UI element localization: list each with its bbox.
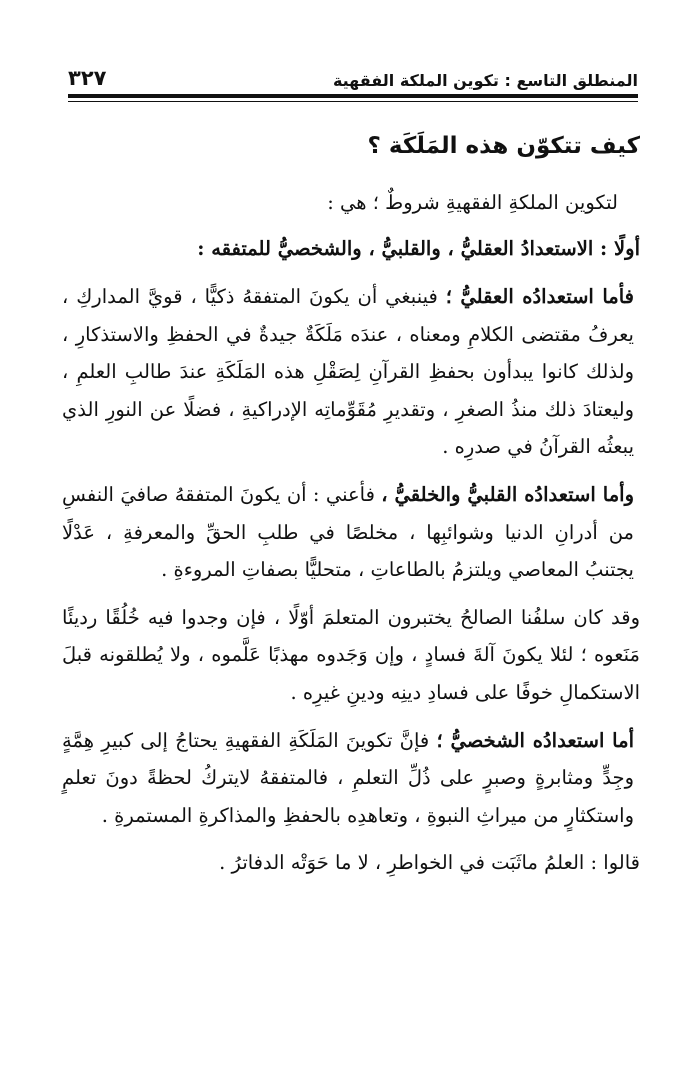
paragraph-personal-readiness bbox=[62, 722, 634, 835]
section-title: كيف تتكوّن هذه المَلَكَة ؟ bbox=[367, 133, 640, 159]
first-point-heading: أولًا : الاستعدادُ العقليُّ ، والقلبيُّ ، والشخصيُّ للمتفقه : bbox=[197, 237, 640, 260]
paragraph-mental-readiness bbox=[62, 278, 634, 466]
page-header bbox=[68, 54, 638, 90]
running-head: المنطلق التاسع : تكوين الملكة الفقهية bbox=[332, 71, 638, 90]
page-number: ٣٢٧ bbox=[68, 66, 107, 90]
paragraph-salaf-testing bbox=[62, 599, 640, 712]
paragraph-lead: أما استعدادُه الشخصيُّ ؛ bbox=[436, 728, 634, 752]
header-rule-thick bbox=[68, 94, 638, 98]
paragraph-quote bbox=[62, 844, 640, 882]
paragraph-text: فأعني : أن يكونَ المتفقهُ صافيَ النفسِ من أدرانِ الدنيا وشوائبِها ، مخلصًا في طلبِ الحقِّ والمعرفةِ ، عَدْلًا يجتنبُ المعاصي ويلتزمُ بالطاعاتِ ، متحليًّا بصفاتِ المروءةِ . bbox=[62, 482, 634, 582]
paragraph-text: قالوا : العلمُ ماثَبَت في الخواطرِ ، لا ما حَوَتْه الدفاترُ . bbox=[219, 851, 640, 875]
header-rule-thin bbox=[68, 101, 638, 102]
intro-line: لتكوين الملكةِ الفقهيةِ شروطٌ ؛ هي : bbox=[327, 191, 618, 214]
paragraph-heart-readiness bbox=[62, 476, 634, 589]
paragraph-text: فإنَّ تكوينَ المَلَكَةِ الفقهيةِ يحتاجُ إلى كبيرِ هِمَّةٍ وجِدٍّ ومثابرةٍ وصبرٍ على ذُلِّ التعلمِ ، فالمتفقهُ لايتركُ لحظةً دونَ تعلمٍ واستكثارٍ من ميراثِ النبوةِ ، وتعاهدِه بالحفظِ والمذاكرةِ المستمرةِ . bbox=[62, 728, 634, 827]
paragraph-lead: وأما استعدادُه القلبيُّ والخلقيُّ ، bbox=[381, 482, 634, 506]
paragraph-text: فينبغي أن يكونَ المتفقهُ ذكيًّا ، قويَّ المداركِ ، يعرفُ مقتضى الكلامِ ومعناه ، عندَه مَلَكَةٌ جيدةٌ في الحفظِ والاستذكارِ ، ولذلك كانوا يبدأون بحفظِ القرآنِ لِصَقْلِ هذه المَلَكَةِ عندَ طالبِ العلمِ ، وليعتادَ ذلك منذُ الصغرِ ، وتقديرِ مُقَوِّماتِه الإدراكيةِ ، فضلًا عن النورِ الذي يبعثُه القرآنُ في صدرِه . bbox=[62, 285, 634, 459]
page-body bbox=[62, 128, 640, 892]
paragraph-text: وقد كان سلفُنا الصالحُ يختبرون المتعلمَ أوّلًا ، فإن وجدوا فيه خُلُقًا رديئًا مَنَعوه ؛ لئلا يكونَ آلةَ فسادٍ ، وإن وَجَدوه مهذبًا عَلَّموه ، ولا يُطلقونه قبلَ الاستكمالِ خوفًا على فسادِ دينِه ودينِ غيرِه . bbox=[62, 605, 640, 704]
paragraph-lead: فأما استعدادُه العقليُّ ؛ bbox=[445, 285, 635, 308]
